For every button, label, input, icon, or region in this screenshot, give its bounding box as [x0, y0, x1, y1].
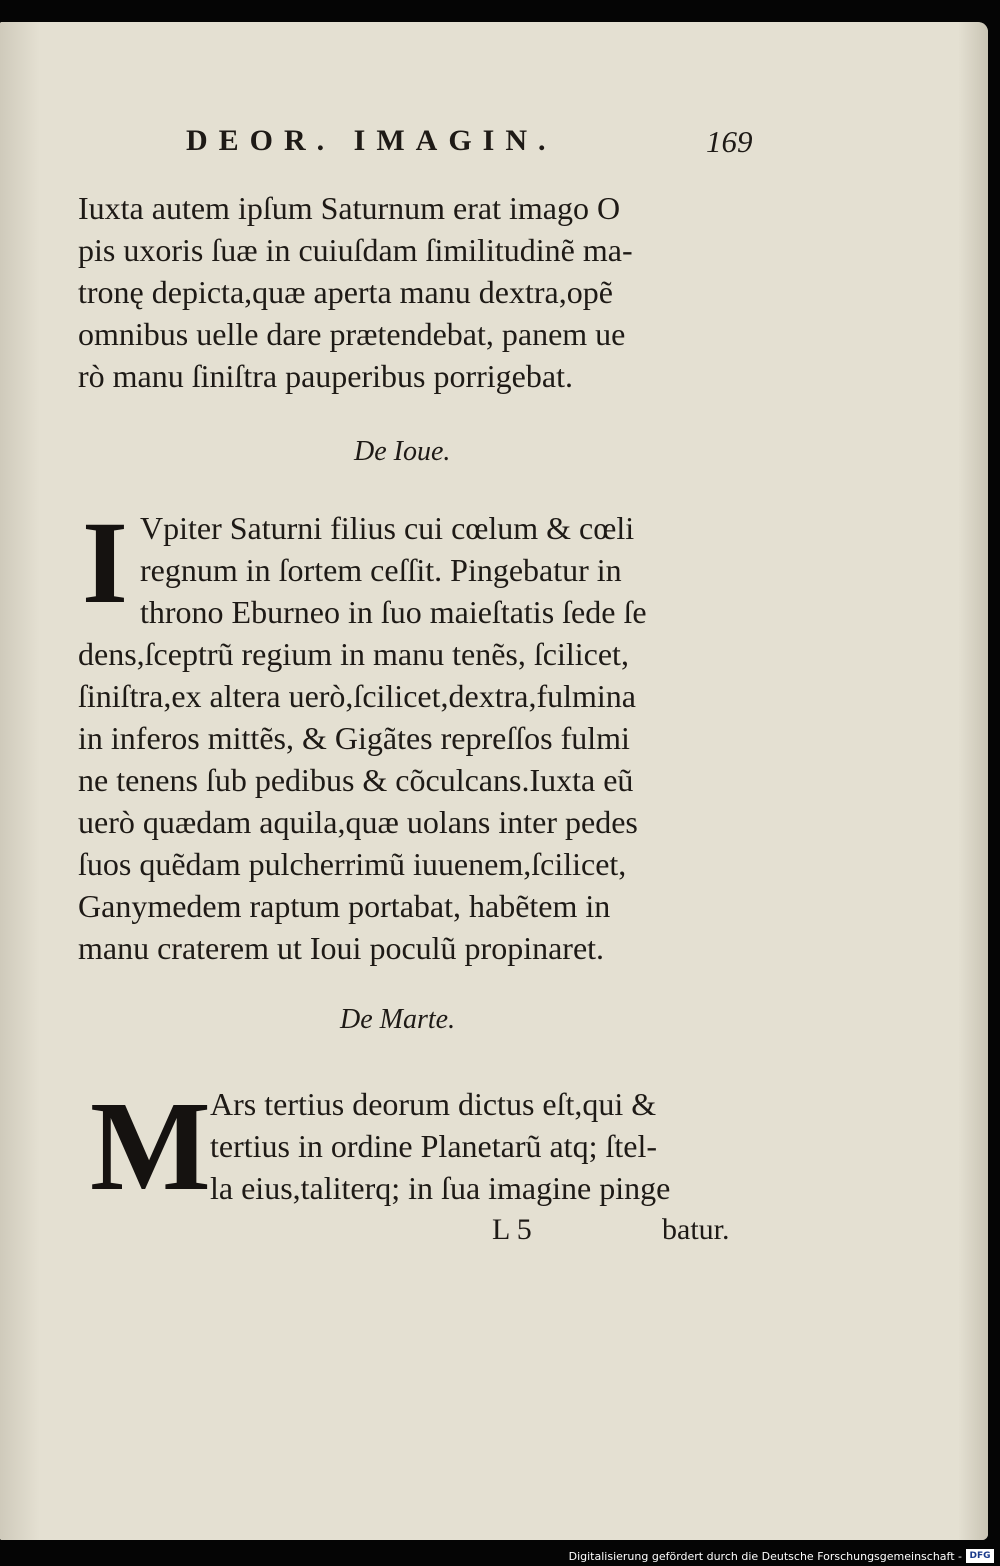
- text-line: Vpiter Saturni filius cui cœlum & cœli: [140, 510, 635, 546]
- text-line: manu craterem ut Ioui poculũ propinaret.: [78, 930, 605, 966]
- text-line: throno Eburneo in ſuo maieſtatis ſede ſe: [140, 594, 647, 630]
- running-head: DEOR. IMAGIN.: [186, 124, 557, 157]
- text-line: tertius in ordine Planetarũ atq; ſtel-: [210, 1128, 657, 1164]
- book-page: [0, 22, 988, 1540]
- text-line: Ars tertius deorum dictus eſt,qui &: [210, 1086, 657, 1122]
- footer-credit: Digitalisierung gefördert durch die Deutsche Forschungsgemeinschaft -: [568, 1550, 962, 1563]
- page-content: [0, 22, 988, 1540]
- text-line: in inferos mittẽs, & Gigãtes repreſſos fulmi: [78, 720, 630, 756]
- text-line: ne tenens ſub pedibus & cõculcans.Iuxta eũ: [78, 762, 634, 798]
- text-line: dens,ſceptrũ regium in manu tenẽs, ſcilicet,: [78, 636, 629, 672]
- drop-cap-i: I: [82, 497, 128, 628]
- text-line: ſiniſtra,ex altera uerò,ſcilicet,dextra,fulmina: [78, 678, 636, 714]
- text-line: Iuxta autem ipſum Saturnum erat imago O: [78, 190, 621, 226]
- catchword: batur.: [662, 1213, 730, 1246]
- text-line: regnum in ſortem ceſſit. Pingebatur in: [140, 552, 622, 588]
- section-heading-ioue: De Ioue.: [354, 436, 451, 467]
- text-line: la eius,taliterq; in ſua imagine pinge: [210, 1170, 671, 1206]
- signature-mark: L 5: [492, 1213, 532, 1246]
- text-line: pis uxoris ſuæ in cuiuſdam ſimilitudinẽ ma-: [78, 232, 633, 268]
- text-line: rò manu ſiniſtra pauperibus porrigebat.: [78, 358, 573, 394]
- text-line: ſuos quẽdam pulcherrimũ iuuenem,ſcilicet,: [78, 846, 627, 882]
- page-number: 169: [706, 124, 753, 159]
- text-line: omnibus uelle dare prætendebat, panem ue: [78, 316, 626, 352]
- section-heading-marte: De Marte.: [340, 1004, 456, 1035]
- text-line: uerò quædam aquila,quæ uolans inter pedes: [78, 804, 638, 840]
- text-line: tronę depicta,quæ aperta manu dextra,opẽ: [78, 274, 613, 310]
- footer-bar: [0, 1544, 1000, 1566]
- drop-cap-m: M: [90, 1075, 211, 1217]
- text-line: Ganymedem raptum portabat, habẽtem in: [78, 888, 611, 924]
- dfg-logo: DFG: [966, 1549, 994, 1563]
